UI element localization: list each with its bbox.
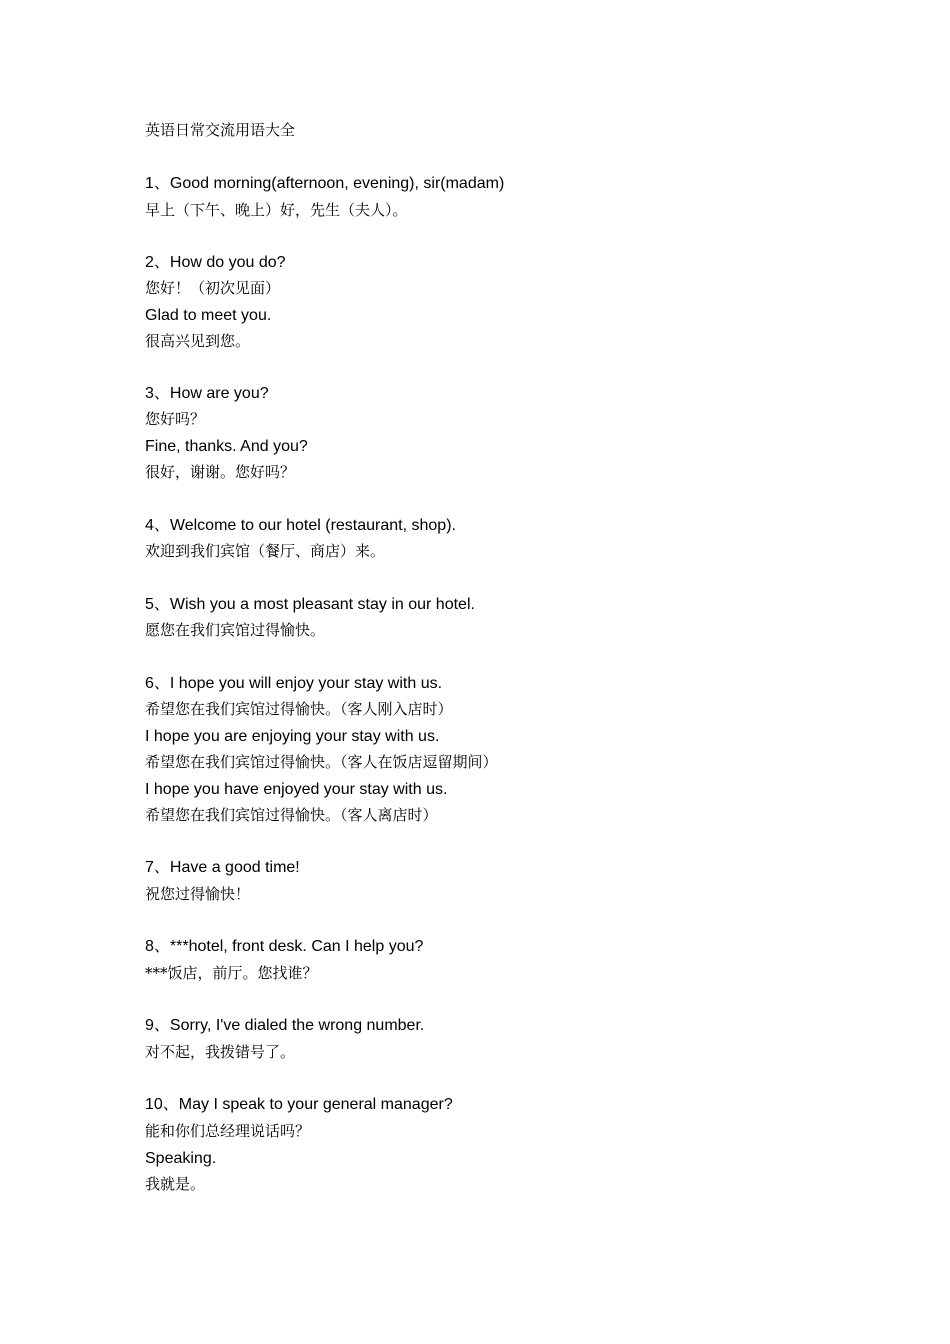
- phrase-3-zh: 您好吗？: [145, 410, 206, 428]
- phrase-10b-zh: 我就是。: [145, 1175, 206, 1193]
- phrase-3-en: 3、How are you?: [145, 385, 269, 402]
- phrase-9-zh: 对不起，我拨错号了。: [145, 1043, 296, 1061]
- phrase-6b-en: I hope you are enjoying your stay with us.: [145, 728, 440, 745]
- phrase-5-zh: 愿您在我们宾馆过得愉快。: [145, 621, 326, 639]
- phrase-8-zh: ***饭店，前厅。您找谁？: [145, 964, 318, 982]
- document-title: 英语日常交流用语大全: [145, 121, 296, 139]
- phrase-4-en: 4、Welcome to our hotel (restaurant, shop).: [145, 517, 456, 534]
- phrase-7-zh: 祝您过得愉快！: [145, 885, 251, 903]
- phrase-8-en: 8、***hotel, front desk. Can I help you?: [145, 938, 424, 955]
- phrase-2-en: 2、How do you do?: [145, 254, 286, 271]
- phrase-6-zh: 希望您在我们宾馆过得愉快。（客人刚入店时）: [145, 700, 453, 718]
- phrase-6-en: 6、I hope you will enjoy your stay with us.: [145, 675, 443, 692]
- phrase-5-en: 5、Wish you a most pleasant stay in our hotel.: [145, 596, 475, 613]
- phrase-2-zh: 您好！（初次见面）: [145, 279, 281, 297]
- phrase-1-zh: 早上（下午、晚上）好，先生（夫人）。: [145, 201, 408, 219]
- phrase-6c-en: I hope you have enjoyed your stay with us.: [145, 781, 448, 798]
- phrase-9-en: 9、Sorry, I've dialed the wrong number.: [145, 1017, 425, 1034]
- phrase-3b-en: Fine, thanks. And you?: [145, 438, 308, 455]
- phrase-10-en: 10、May I speak to your general manager?: [145, 1096, 453, 1113]
- phrase-2b-zh: 很高兴见到您。: [145, 332, 251, 350]
- phrase-10-zh: 能和你们总经理说话吗？: [145, 1122, 311, 1140]
- phrase-10b-en: Speaking.: [145, 1150, 217, 1167]
- phrase-4-zh: 欢迎到我们宾馆（餐厅、商店）来。: [145, 542, 386, 560]
- phrase-2b-en: Glad to meet you.: [145, 307, 272, 324]
- phrase-3b-zh: 很好，谢谢。您好吗？: [145, 463, 296, 481]
- phrase-6c-zh: 希望您在我们宾馆过得愉快。（客人离店时）: [145, 806, 438, 824]
- phrase-6b-zh: 希望您在我们宾馆过得愉快。（客人在饭店逗留期间）: [145, 753, 498, 771]
- phrase-7-en: 7、Have a good time!: [145, 859, 300, 876]
- phrase-1-en: 1、Good morning(afternoon, evening), sir(madam): [145, 175, 505, 192]
